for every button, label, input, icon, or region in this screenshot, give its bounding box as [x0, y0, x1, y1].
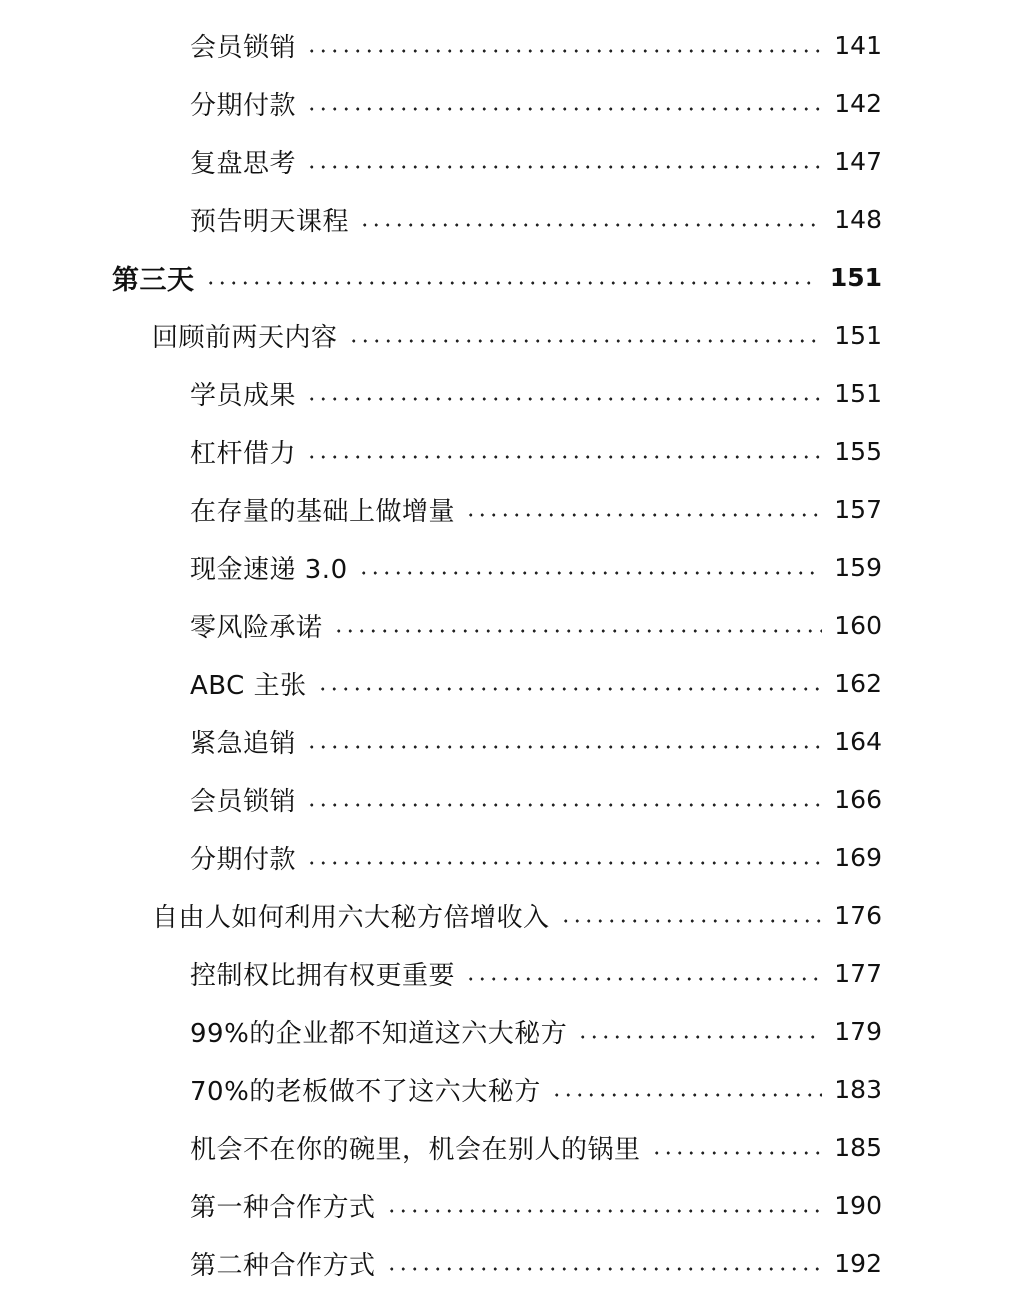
toc-entry-title: 第二种合作方式 [190, 1250, 376, 1281]
dot-leader [306, 397, 822, 401]
toc-entry-title: 分期付款 [190, 844, 297, 875]
toc-entry-page: 148 [834, 204, 882, 234]
dot-leader [386, 1209, 823, 1213]
toc-entry-title: 机会不在你的碗里，机会在别人的锅里 [190, 1134, 641, 1165]
dot-leader [306, 861, 822, 865]
toc-entry[interactable] [0, 712, 1014, 770]
toc-entry-page: 147 [834, 146, 882, 176]
toc-entry-title: 第一种合作方式 [190, 1192, 376, 1223]
toc-entry-page: 162 [834, 668, 882, 698]
toc-entry-title: 会员锁销 [190, 32, 297, 63]
toc-section-title: 自由人如何利用六大秘方倍增收入 [152, 902, 550, 933]
toc-entry-page: 151 [834, 378, 882, 408]
toc-entry-title: 70%的老板做不了这六大秘方 [190, 1076, 541, 1107]
toc-entry-page: 160 [834, 610, 882, 640]
dot-leader [306, 107, 822, 111]
toc-entry[interactable] [0, 1234, 1014, 1292]
toc-entry[interactable] [0, 654, 1014, 712]
toc-entry-page: 155 [834, 436, 882, 466]
dot-leader [306, 49, 822, 53]
dot-leader [386, 1267, 823, 1271]
toc-section-title: 回顾前两天内容 [152, 322, 338, 353]
toc-entry-title: 紧急追销 [190, 728, 297, 759]
toc-entry[interactable] [0, 1176, 1014, 1234]
toc-entry-page: 185 [834, 1132, 882, 1162]
toc-entry-page: 166 [834, 784, 882, 814]
toc-entry-title: 预告明天课程 [190, 206, 350, 237]
dot-leader [306, 745, 822, 749]
toc-chapter-entry[interactable] [0, 248, 1014, 306]
toc-entry[interactable] [0, 538, 1014, 596]
toc-entry-page: 164 [834, 726, 882, 756]
toc-entry[interactable] [0, 596, 1014, 654]
toc-entry-page: 157 [834, 494, 882, 524]
toc-entry-page: 190 [834, 1190, 882, 1220]
toc-entry-title: 在存量的基础上做增量 [190, 496, 456, 527]
dot-leader [359, 223, 822, 227]
dot-leader [465, 977, 822, 981]
dot-leader [358, 571, 823, 575]
toc-entry-page: 177 [834, 958, 882, 988]
dot-leader [306, 455, 822, 459]
toc-section-entry[interactable] [0, 886, 1014, 944]
dot-leader [551, 1093, 822, 1097]
toc-entry[interactable] [0, 132, 1014, 190]
toc-entry[interactable] [0, 16, 1014, 74]
dot-leader [465, 513, 822, 517]
toc-entry[interactable] [0, 770, 1014, 828]
dot-leader [577, 1035, 822, 1039]
toc-section-page: 176 [834, 900, 882, 930]
toc-entry-page: 169 [834, 842, 882, 872]
toc-entry[interactable] [0, 1060, 1014, 1118]
dot-leader [651, 1151, 823, 1155]
table-of-contents [0, 16, 1014, 1292]
dot-leader [306, 165, 822, 169]
toc-entry-title: 会员锁销 [190, 786, 297, 817]
toc-chapter-title: 第三天 [112, 264, 195, 296]
dot-leader [333, 629, 823, 633]
toc-entry-page: 142 [834, 88, 882, 118]
toc-section-entry[interactable] [0, 306, 1014, 364]
toc-entry-page: 179 [834, 1016, 882, 1046]
toc-entry-title: 分期付款 [190, 90, 297, 121]
toc-entry-title: 杠杆借力 [190, 438, 297, 469]
toc-entry-page: 192 [834, 1248, 882, 1278]
toc-entry-title: 99%的企业都不知道这六大秘方 [190, 1018, 568, 1049]
toc-entry-title: 复盘思考 [190, 148, 297, 179]
toc-entry-page: 159 [834, 552, 882, 582]
toc-entry[interactable] [0, 1118, 1014, 1176]
toc-entry[interactable] [0, 1002, 1014, 1060]
toc-entry-page: 183 [834, 1074, 882, 1104]
toc-section-page: 151 [834, 320, 882, 350]
toc-entry-title: ABC 主张 [190, 670, 307, 701]
toc-entry[interactable] [0, 190, 1014, 248]
toc-entry-page: 141 [834, 30, 882, 60]
dot-leader [317, 687, 823, 691]
toc-entry[interactable] [0, 74, 1014, 132]
toc-entry[interactable] [0, 422, 1014, 480]
dot-leader [306, 803, 822, 807]
toc-entry-title: 学员成果 [190, 380, 297, 411]
toc-entry[interactable] [0, 828, 1014, 886]
toc-entry-title: 零风险承诺 [190, 612, 323, 643]
dot-leader [205, 281, 818, 285]
toc-entry-title: 现金速递 3.0 [190, 554, 348, 585]
dot-leader [348, 339, 823, 343]
toc-entry-title: 控制权比拥有权更重要 [190, 960, 456, 991]
toc-chapter-page: 151 [829, 262, 882, 292]
toc-entry[interactable] [0, 364, 1014, 422]
toc-entry[interactable] [0, 944, 1014, 1002]
toc-entry[interactable] [0, 480, 1014, 538]
dot-leader [560, 919, 823, 923]
